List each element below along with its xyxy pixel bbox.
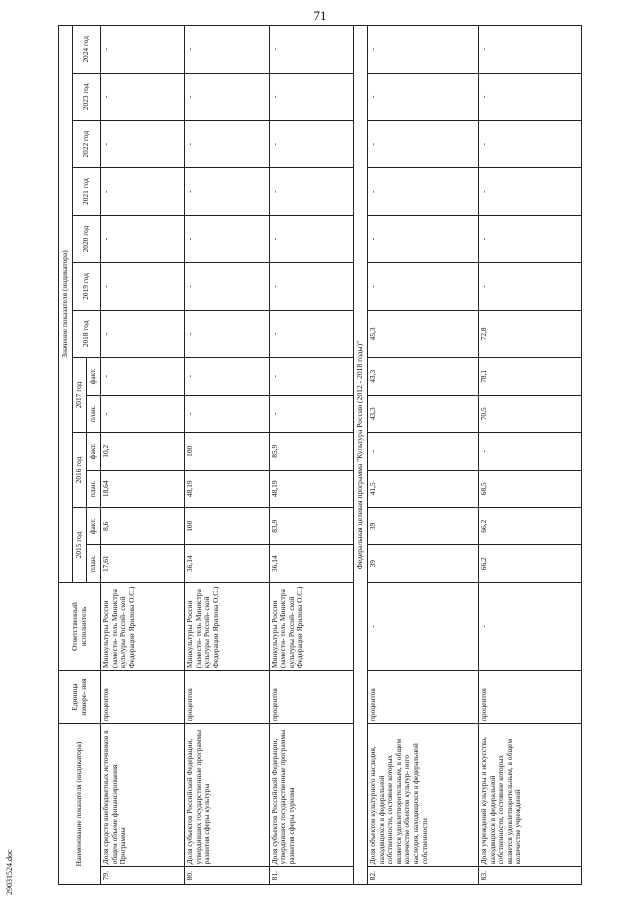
unit-cell: процентов — [185, 671, 269, 724]
value-cell: 43,3 — [368, 358, 479, 395]
table-row — [479, 26, 582, 885]
value-cell: 18,64 — [101, 470, 185, 507]
value-cell: - — [368, 168, 479, 215]
indicator-name: Доля средств внебюджетных источников в общем объеме финансирования Программы — [101, 724, 185, 867]
header-plan-2015: план. — [87, 545, 101, 582]
value-cell: - — [101, 263, 185, 310]
value-cell: - — [368, 121, 479, 168]
section-title: Федеральная целевая программа "Культура России (2012 - 2018 годы)" — [353, 26, 367, 885]
responsible-cell: Минкультуры России (замести- тель Министра культуры Россий- ской Федерации Ярилова О.С.) — [269, 582, 353, 670]
header-2020: 2020 год — [73, 215, 101, 262]
header-values-group: Значение показателя (индикатора) — [59, 26, 73, 583]
value-cell: 39 — [368, 545, 479, 582]
value-cell: - — [101, 358, 185, 395]
value-cell: 66,2 — [479, 508, 582, 545]
value-cell: 39 — [368, 508, 479, 545]
row-number: 79. — [101, 867, 185, 885]
value-cell: - — [101, 310, 185, 357]
header-2016: 2016 год — [73, 433, 87, 508]
value-cell: 36,14 — [185, 545, 269, 582]
value-cell: - — [479, 433, 582, 470]
header-plan-2017: план. — [87, 395, 101, 432]
value-cell: - — [479, 121, 582, 168]
responsible-cell: - — [479, 582, 582, 670]
value-cell: - — [101, 395, 185, 432]
rotated-table-container — [58, 25, 582, 885]
header-fact-2016: факт. — [87, 433, 101, 470]
value-cell: - — [368, 433, 479, 470]
row-number: 83. — [479, 867, 582, 885]
value-cell: 66,2 — [479, 545, 582, 582]
table-row — [368, 26, 479, 885]
header-2023: 2023 год — [73, 73, 101, 120]
header-fact-2015: факт. — [87, 508, 101, 545]
value-cell: 83,9 — [269, 508, 353, 545]
value-cell: - — [185, 395, 269, 432]
indicator-name: Доля объектов культурного наследия, находящихся в федеральной собственности, состояние которых является удовлетворительным, в общем количестве объектов культур- ного наследия, находящихся в федеральной собственности — [368, 724, 479, 867]
row-number: 82. — [368, 867, 479, 885]
unit-cell: процентов — [269, 671, 353, 724]
value-cell: - — [368, 263, 479, 310]
value-cell: 72,8 — [479, 310, 582, 357]
value-cell: - — [269, 121, 353, 168]
value-cell: - — [185, 310, 269, 357]
document-id: 29031524.doc — [5, 849, 14, 895]
header-plan-2016: план. — [87, 470, 101, 507]
row-number: 80. — [185, 867, 269, 885]
value-cell: - — [185, 121, 269, 168]
value-cell: - — [479, 26, 582, 74]
unit-cell: процентов — [479, 671, 582, 724]
header-unit: Единица измере- ния — [59, 671, 101, 724]
value-cell: - — [479, 215, 582, 262]
value-cell: 100 — [185, 508, 269, 545]
unit-cell: процентов — [368, 671, 479, 724]
indicators-table — [58, 25, 582, 885]
value-cell: - — [368, 215, 479, 262]
indicator-name: Доля учреждений культуры и искусства, находящихся в федеральной собственности, состояние которых является удовлетворительным, в общем количестве учреждений — [479, 724, 582, 867]
value-cell: - — [101, 26, 185, 74]
value-cell: 48,19 — [269, 470, 353, 507]
value-cell: - — [185, 26, 269, 74]
value-cell: - — [185, 263, 269, 310]
value-cell: - — [101, 121, 185, 168]
header-name: Наименование показателя (индикатора) — [59, 724, 101, 885]
value-cell: 8,6 — [101, 508, 185, 545]
value-cell: - — [101, 73, 185, 120]
responsible-cell: Минкультуры России (замести- тель Министра культуры Россий- ской Федерации Ярилова О.С.) — [185, 582, 269, 670]
header-2019: 2019 год — [73, 263, 101, 310]
header-2022: 2022 год — [73, 121, 101, 168]
value-cell: - — [185, 215, 269, 262]
responsible-cell: - — [368, 582, 479, 670]
value-cell: 41,5 — [368, 470, 479, 507]
page-number: 71 — [313, 8, 327, 23]
value-cell: - — [269, 395, 353, 432]
responsible-cell: Минкультуры России (замести- тель Министра культуры Россий- ской Федерации Ярилова О.С.) — [101, 582, 185, 670]
value-cell: 100 — [185, 433, 269, 470]
value-cell: - — [479, 73, 582, 120]
table-row — [185, 26, 269, 885]
value-cell: - — [185, 168, 269, 215]
header-2024: 2024 год — [73, 26, 101, 74]
row-number: 81. — [269, 867, 353, 885]
value-cell: - — [368, 73, 479, 120]
section-row — [353, 26, 367, 885]
header-2018: 2018 год — [73, 310, 101, 357]
header-2015: 2015 год — [73, 508, 87, 583]
value-cell: 68,5 — [479, 470, 582, 507]
value-cell: - — [185, 358, 269, 395]
value-cell: 36,14 — [269, 545, 353, 582]
table-row — [269, 26, 353, 885]
indicator-name: Доля субъектов Российской Федерации, утвердивших государственные программы развития сферы культуры — [185, 724, 269, 867]
value-cell: - — [269, 73, 353, 120]
value-cell: - — [101, 215, 185, 262]
value-cell: - — [479, 168, 582, 215]
value-cell: - — [269, 215, 353, 262]
value-cell: - — [368, 26, 479, 74]
header-responsible: Ответственный исполнитель — [59, 582, 101, 670]
value-cell: 70,5 — [479, 395, 582, 432]
value-cell: - — [185, 73, 269, 120]
value-cell: 48,19 — [185, 470, 269, 507]
value-cell: 85,9 — [269, 433, 353, 470]
header-2021: 2021 год — [73, 168, 101, 215]
value-cell: - — [269, 358, 353, 395]
table-row — [101, 26, 185, 885]
header-fact-2017: факт. — [87, 358, 101, 395]
value-cell: - — [269, 310, 353, 357]
value-cell: - — [101, 168, 185, 215]
value-cell: 78,1 — [479, 358, 582, 395]
value-cell: - — [269, 26, 353, 74]
header-2017: 2017 год — [73, 358, 87, 433]
value-cell: - — [479, 263, 582, 310]
value-cell: 43,3 — [368, 395, 479, 432]
unit-cell: процентов — [101, 671, 185, 724]
indicator-name: Доля субъектов Российской Федерации, утвердивших государственные программы развития сферы туризма — [269, 724, 353, 867]
value-cell: 17,61 — [101, 545, 185, 582]
value-cell: 45,3 — [368, 310, 479, 357]
value-cell: 10,2 — [101, 433, 185, 470]
value-cell: - — [269, 263, 353, 310]
value-cell: - — [269, 168, 353, 215]
